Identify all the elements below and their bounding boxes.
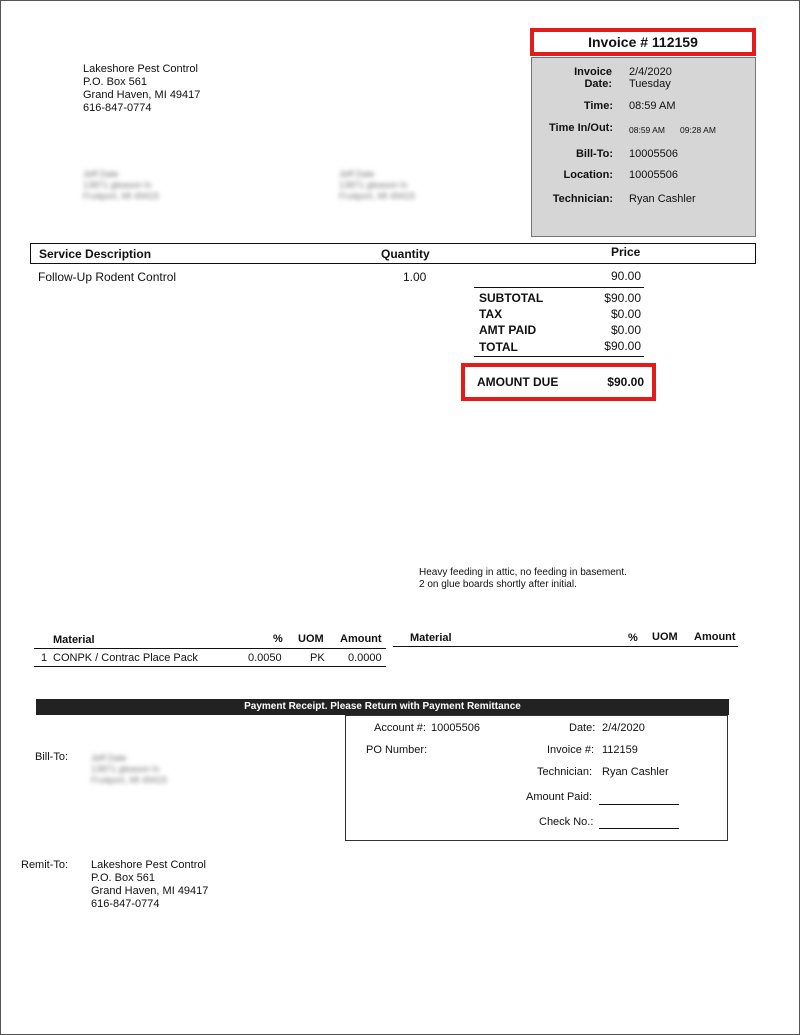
account-value: 10005506 — [431, 722, 480, 734]
payment-receipt-bar: Payment Receipt. Please Return with Payment Remittance — [36, 699, 729, 715]
company-address-line2: Grand Haven, MI 49417 — [83, 89, 201, 101]
totals-top-rule — [474, 287, 644, 288]
material-row-percent: 0.0050 — [248, 652, 282, 664]
subtotal-label: SUBTOTAL — [479, 291, 544, 305]
time-value: 08:59 AM — [629, 100, 676, 112]
receipt-date-value: 2/4/2020 — [602, 722, 645, 734]
remit-to-label: Remit-To: — [21, 859, 69, 871]
time-out: 09:28 AM — [680, 125, 716, 135]
receipt-invoice-value: 112159 — [602, 744, 638, 756]
receipt-invoice-label: Invoice #: — [547, 744, 595, 756]
location-value: 10005506 — [629, 169, 678, 181]
subtotal-value: $90.00 — [604, 291, 641, 305]
material-row-rule — [34, 666, 386, 667]
invoice-title: Invoice # 112159 — [530, 28, 756, 56]
service-table-header — [30, 243, 756, 264]
uom-header-right: UOM — [652, 631, 678, 643]
amt-paid-value: $0.00 — [610, 323, 641, 337]
check-no-label: Check No.: — [539, 816, 594, 828]
receipt-billto-label: Bill-To: — [35, 751, 69, 763]
service-row-quantity: 1.00 — [403, 270, 427, 284]
tax-value: $0.00 — [610, 307, 641, 321]
quantity-header: Quantity — [381, 247, 430, 261]
service-row-description: Follow-Up Rodent Control — [38, 270, 177, 284]
amount-paid-label: Amount Paid: — [526, 791, 593, 803]
total-value: $90.00 — [604, 339, 641, 353]
notes-line-1: Heavy feeding in attic, no feeding in basement. — [419, 567, 627, 578]
remit-phone: 616-847-0774 — [91, 898, 160, 910]
receipt-redacted-address: Jeff Dale 13871 gleason ln Fruitport, MI 49415 — [91, 753, 168, 785]
time-in: 08:59 AM — [629, 125, 665, 135]
materials-left-rule — [34, 648, 386, 649]
billto-value: 10005506 — [629, 148, 678, 160]
invoice-date-label: Invoice Date: — [574, 66, 612, 90]
invoice-info-box — [531, 57, 756, 237]
receipt-technician-value: Ryan Cashler — [602, 766, 669, 778]
po-number-label: PO Number: — [366, 744, 428, 756]
notes-line-2: 2 on glue boards shortly after initial. — [419, 579, 577, 590]
totals-bottom-rule — [474, 356, 644, 357]
remit-name: Lakeshore Pest Control — [91, 859, 206, 871]
percent-header-right: % — [628, 632, 638, 644]
redacted-service-address: Jeff Dale 13871 gleason ln Fruitport, MI 49415 — [339, 169, 416, 201]
amount-paid-field[interactable] — [599, 804, 679, 805]
redacted-billing-address: Jeff Dale 13871 gleason ln Fruitport, MI 49415 — [83, 169, 160, 201]
amount-header-right: Amount — [694, 631, 736, 643]
invoice-day: Tuesday — [629, 78, 671, 90]
company-address — [83, 63, 200, 115]
technician-label: Technician: — [552, 193, 613, 205]
check-no-field[interactable] — [599, 828, 679, 829]
material-header: Material — [53, 634, 95, 646]
service-row-price: 90.00 — [610, 269, 641, 283]
remit-address-line1: P.O. Box 561 — [91, 872, 156, 884]
company-address-line1: P.O. Box 561 — [83, 76, 148, 88]
technician-value: Ryan Cashler — [629, 193, 696, 205]
remit-address — [91, 859, 208, 911]
receipt-date-label: Date: — [569, 722, 596, 734]
amount-due-label: AMOUNT DUE — [477, 375, 559, 389]
material-row-name: CONPK / Contrac Place Pack — [53, 652, 198, 664]
material-row-uom: PK — [310, 652, 325, 664]
company-name: Lakeshore Pest Control — [83, 63, 198, 75]
invoice-date: 2/4/2020 — [629, 66, 672, 78]
billto-label: Bill-To: — [575, 148, 613, 160]
amount-due-box — [461, 363, 656, 401]
service-description-header: Service Description — [39, 247, 152, 261]
amt-paid-label: AMT PAID — [479, 323, 537, 337]
amount-header: Amount — [340, 633, 382, 645]
uom-header: UOM — [298, 633, 324, 645]
material-row-amount: 0.0000 — [348, 652, 382, 664]
tax-label: TAX — [479, 307, 503, 321]
remit-address-line2: Grand Haven, MI 49417 — [91, 885, 209, 897]
total-label: TOTAL — [479, 340, 518, 354]
service-notes — [419, 567, 627, 591]
time-label: Time: — [583, 100, 613, 112]
account-label: Account #: — [374, 722, 426, 734]
materials-right-rule — [393, 646, 738, 647]
location-label: Location: — [563, 169, 613, 181]
time-inout-label: Time In/Out: — [549, 122, 613, 134]
material-row-index: 1 — [41, 652, 48, 664]
amount-due-value: $90.00 — [607, 375, 644, 389]
percent-header: % — [273, 633, 283, 645]
receipt-technician-label: Technician: — [537, 766, 593, 778]
payment-receipt-box — [345, 715, 728, 841]
price-header: Price — [611, 245, 641, 259]
material-header-right: Material — [410, 632, 452, 644]
company-phone: 616-847-0774 — [83, 102, 152, 114]
